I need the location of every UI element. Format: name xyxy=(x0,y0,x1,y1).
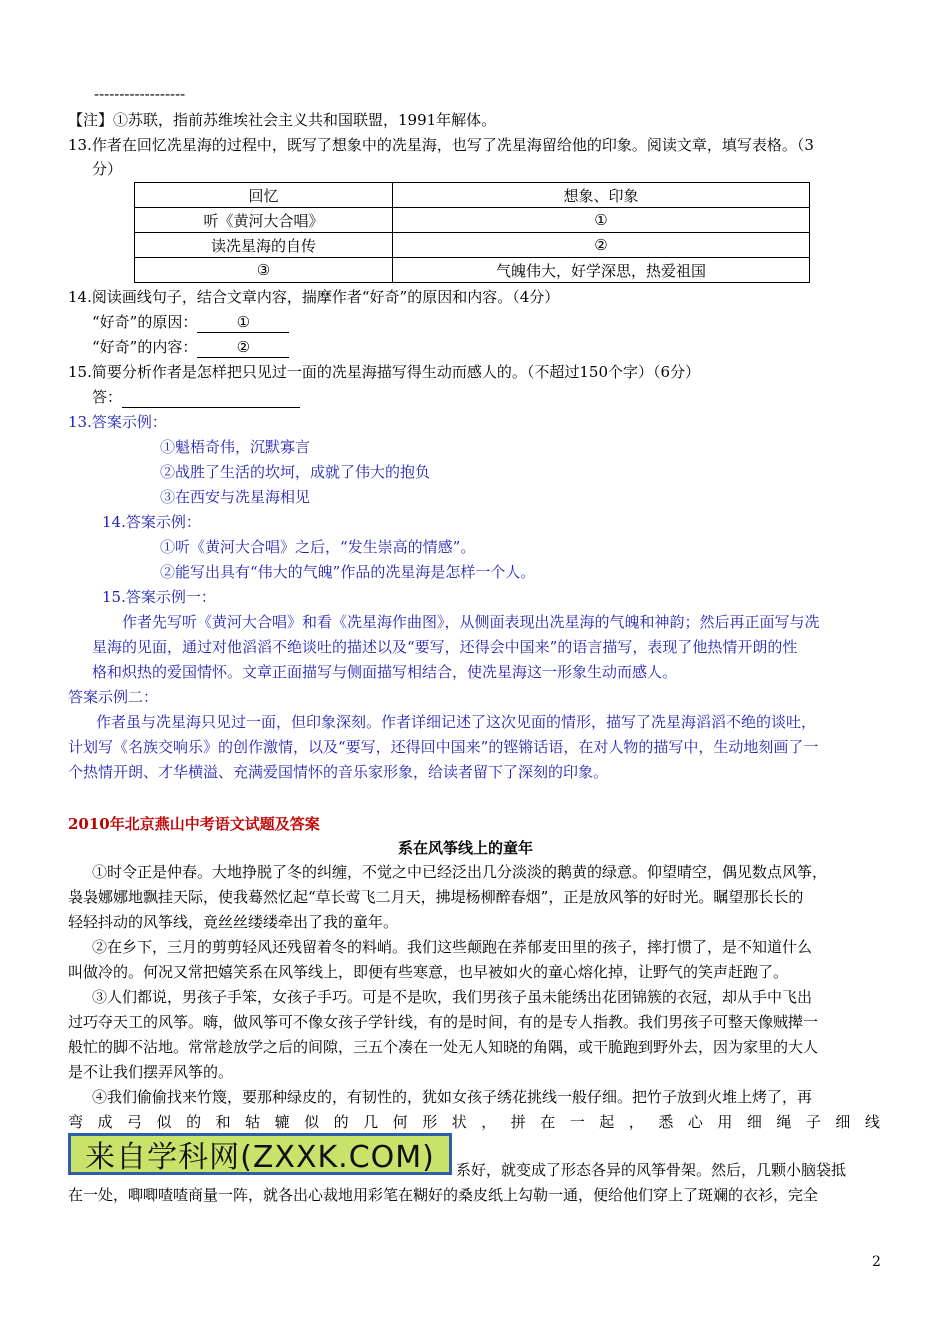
section-title: 2010年北京燕山中考语文试题及答案 xyxy=(68,815,320,833)
spread-char: 弯 xyxy=(68,1113,84,1131)
a15-title: 15.答案示例一： xyxy=(102,588,216,606)
spread-char: 子 xyxy=(805,1113,821,1131)
q14-content xyxy=(92,337,289,358)
a13-title: 13.答案示例： xyxy=(68,413,167,431)
q14-reason-label: “好奇”的原因： xyxy=(92,313,198,331)
paragraph-line: 过巧夺天工的风筝。嗨，做风筝可不像女孩子学针线，有的是时间，有的是专人指教。我们男孩子可整天像贼撵一 xyxy=(68,1013,819,1031)
spread-char: 在 xyxy=(540,1113,556,1131)
separator-rule: ------------------ xyxy=(94,85,186,103)
a15b-text: 计划写《名族交响乐》的创作激情，以及“要写，还得回中国来”的铿锵话语，在对人物的描写中，生动地刻画了一 xyxy=(68,738,819,756)
paragraph-line-spread xyxy=(68,1112,880,1132)
table-cell: ① xyxy=(393,208,810,233)
spread-char: ， xyxy=(628,1113,644,1131)
spread-char: 悉 xyxy=(658,1113,674,1131)
spread-char: 几 xyxy=(363,1113,379,1131)
spread-char: 和 xyxy=(215,1113,231,1131)
q15-answer-label: 答： xyxy=(92,388,123,406)
a15b-text: 作者虽与冼星海只见过一面，但印象深刻。作者详细记述了这次见面的情形，描写了冼星海滔滔不绝的谈吐， xyxy=(96,713,817,731)
a13-item: ②战胜了生活的坎坷，成就了伟大的抱负 xyxy=(160,463,431,481)
table-cell: 听《黄河大合唱》 xyxy=(135,208,393,233)
paragraph-line: ②在乡下，三月的剪剪轻风还残留着冬的料峭。我们这些颠跑在荞郁麦田里的孩子，摔打惯了，是不知道什么 xyxy=(92,938,813,956)
spread-char: 成 xyxy=(97,1113,113,1131)
table-cell: ③ xyxy=(135,258,393,283)
spread-char: 绳 xyxy=(776,1113,792,1131)
spread-char: 何 xyxy=(392,1113,408,1131)
q15-answer-blank[interactable] xyxy=(122,387,300,408)
paragraph-line: 轻轻抖动的风筝线，竟丝丝缕缕牵出了我的童年。 xyxy=(68,913,399,931)
a15b-text: 个热情开朗、才华横溢、充满爱国情怀的音乐家形象，给读者留下了深刻的印象。 xyxy=(68,763,609,781)
spread-char: ， xyxy=(481,1113,497,1131)
a15-text: 格和炽热的爱国情怀。文章正面描写与侧面描写相结合，使冼星海这一形象生动而感人。 xyxy=(92,663,678,681)
spread-char: 辘 xyxy=(274,1113,290,1131)
q13-table xyxy=(134,182,810,283)
q13-text: 13.作者在回忆冼星海的过程中，既写了想象中的冼星海，也写了冼星海留给他的印象。阅读文章，填写表格。（3 xyxy=(68,136,814,154)
spread-char: 细 xyxy=(746,1113,762,1131)
spread-char: 似 xyxy=(156,1113,172,1131)
a14-title: 14.答案示例： xyxy=(102,513,201,531)
q14-reason xyxy=(92,312,289,333)
paragraph-line: 是不让我们摆弄风筝的。 xyxy=(68,1063,234,1081)
table-header: 想象、印象 xyxy=(393,183,810,208)
table-cell: ② xyxy=(393,233,810,258)
paragraph-line: ①时令正是仲春。大地挣脱了冬的纠缠，不觉之中已经泛出几分淡淡的鹅黄的绿意。仰望晴空，偶见数点风筝， xyxy=(92,863,828,881)
paragraph-line: ④我们偷偷找来竹篾，要那种绿皮的，有韧性的，犹如女孩子绣花挑线一般仔细。把竹子放到火堆上烤了，再 xyxy=(92,1088,813,1106)
table-cell: 读冼星海的自传 xyxy=(135,233,393,258)
spread-char: 一 xyxy=(569,1113,585,1131)
a15-text: 星海的见面，通过对他滔滔不绝谈吐的描述以及“要写，还得会中国来”的语言描写，表现了他热情开朗的性 xyxy=(92,638,798,656)
page-number: 2 xyxy=(872,1254,881,1270)
spread-char: 弓 xyxy=(127,1113,143,1131)
paragraph-line: 袅袅娜娜地飘挂天际，使我蓦然忆起“草长莺飞二月天，拂堤杨柳醉春烟”，正是放风筝的好时光。瞩望那长长的 xyxy=(68,888,804,906)
paragraph-line: 叫做冷的。何况又常把嬉笑系在风筝线上，即便有些寒意，也早被如火的童心熔化掉，让野气的笑声赶跑了。 xyxy=(68,963,789,981)
spread-char: 形 xyxy=(422,1113,438,1131)
table-header: 回忆 xyxy=(135,183,393,208)
a15-text: 作者先写听《黄河大合唱》和看《冼星海作曲图》，从侧面表现出冼星海的气魄和神韵；然后再正面写与冼 xyxy=(122,613,820,631)
q15-text: 15.简要分析作者是怎样把只见过一面的冼星海描写得生动而感人的。（不超过150个字）（6分） xyxy=(68,363,701,381)
a15b-title: 答案示例二： xyxy=(68,688,159,706)
spread-char: 的 xyxy=(186,1113,202,1131)
a14-item: ①听《黄河大合唱》之后，“发生崇高的情感”。 xyxy=(160,538,476,556)
a14-item: ②能写出具有“伟大的气魄”作品的冼星海是怎样一个人。 xyxy=(160,563,536,581)
q14-reason-blank[interactable]: ① xyxy=(197,312,289,333)
spread-char: 用 xyxy=(717,1113,733,1131)
q14-content-blank[interactable]: ② xyxy=(197,337,289,358)
article-title: 系在风筝线上的童年 xyxy=(398,839,534,857)
q14-text: 14.阅读画线句子，结合文章内容，揣摩作者“好奇”的原因和内容。（4分） xyxy=(68,288,560,306)
q15-answer xyxy=(92,387,300,408)
table-cell: 气魄伟大，好学深思，热爱祖国 xyxy=(393,258,810,283)
spread-char: 线 xyxy=(864,1113,880,1131)
spread-char: 状 xyxy=(451,1113,467,1131)
footnote: 【注】①苏联，指前苏维埃社会主义共和国联盟，1991年解体。 xyxy=(68,111,497,129)
spread-char: 的 xyxy=(333,1113,349,1131)
a13-item: ①魁梧奇伟，沉默寡言 xyxy=(160,438,311,456)
paragraph-line: 在一处，唧唧喳喳商量一阵，就各出心裁地用彩笔在糊好的桑皮纸上勾勒一通，便给他们穿上了斑斓的衣衫，完全 xyxy=(68,1186,819,1204)
spread-char: 细 xyxy=(835,1113,851,1131)
watermark-logo: 来自学科网(ZXXK.COM) xyxy=(68,1133,452,1175)
paragraph-line: 系好，就变成了形态各异的风筝骨架。然后，几颗小脑袋抵 xyxy=(456,1161,847,1179)
paragraph-line: ③人们都说，男孩子手笨，女孩子手巧。可是不是吹，我们男孩子虽未能绣出花团锦簇的衣冠，却从手中飞出 xyxy=(92,988,813,1006)
q13-text-cont: 分） xyxy=(92,160,123,178)
q14-content-label: “好奇”的内容： xyxy=(92,338,198,356)
spread-char: 拼 xyxy=(510,1113,526,1131)
spread-char: 似 xyxy=(304,1113,320,1131)
spread-char: 轱 xyxy=(245,1113,261,1131)
spread-char: 心 xyxy=(687,1113,703,1131)
spread-char: 起 xyxy=(599,1113,615,1131)
a13-item: ③在西安与冼星海相见 xyxy=(160,488,311,506)
paragraph-line: 般忙的脚不沾地。常常趁放学之后的间隙，三五个凑在一处无人知晓的角隅，或干脆跑到野外去，因为家里的大人 xyxy=(68,1038,819,1056)
